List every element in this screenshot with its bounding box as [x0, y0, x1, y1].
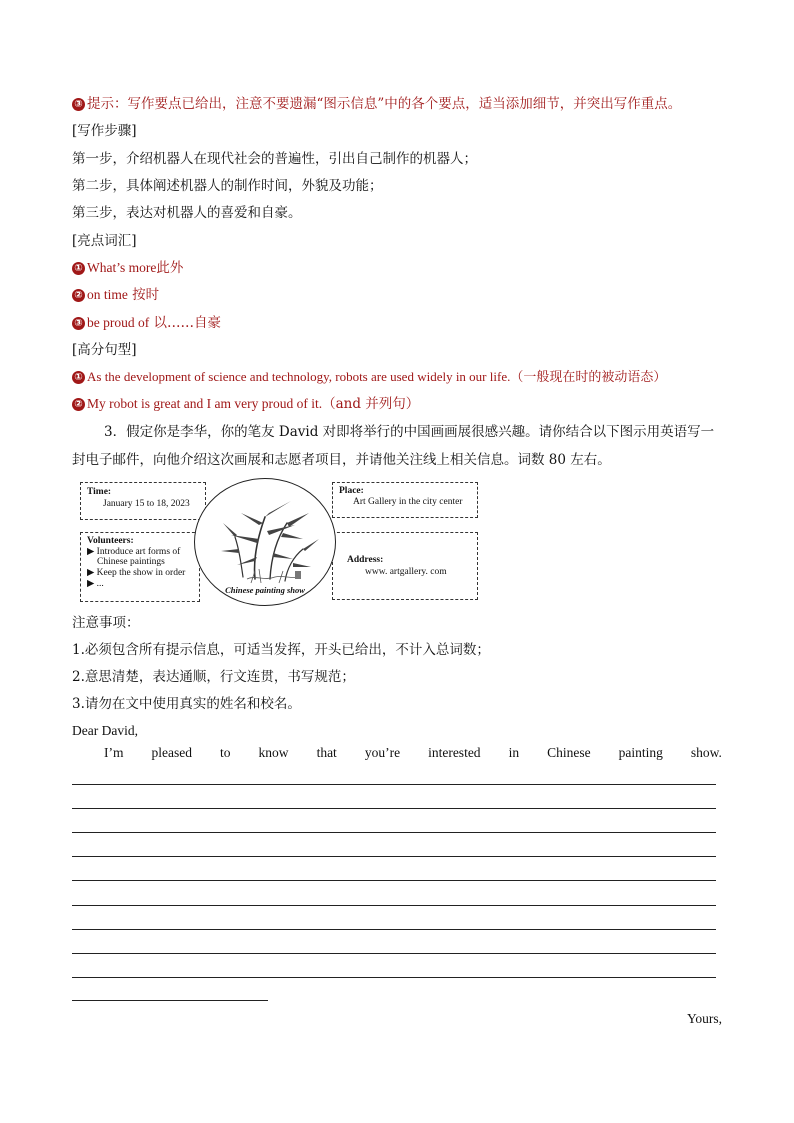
circled-number: ③ — [72, 98, 85, 111]
step-1: 第一步，介绍机器人在现代社会的普遍性，引出自己制作的机器人； — [72, 151, 477, 167]
letter-greeting: Dear David, — [72, 723, 138, 738]
address-value: www. artgallery. com — [365, 567, 447, 577]
sentence-1: ① As the development of science and technology, robots are used widely in our life.（一般现在时的被动语态） — [72, 368, 666, 387]
notes-heading: 注意事项： — [72, 615, 140, 631]
volunteers-box — [80, 532, 200, 602]
event-diagram — [80, 478, 480, 606]
volunteer-item: Chinese paintings — [97, 557, 165, 567]
writing-line[interactable] — [72, 929, 716, 930]
task-line-1: 3．假定你是李华，你的笔友 David 对即将举行的中国画画展很感兴趣。请你结合以下图示用英语写一 — [104, 424, 715, 440]
circled-number: ③ — [72, 317, 85, 330]
letter-closing: Yours, — [686, 1011, 722, 1026]
sentence-2: ② My robot is great and I am very proud of it.（and 并列句） — [72, 395, 419, 413]
painting-circle — [194, 478, 336, 606]
writing-line[interactable] — [72, 784, 716, 785]
writing-line[interactable] — [72, 832, 716, 833]
place-value: Art Gallery in the city center — [353, 497, 463, 507]
volunteers-title: Volunteers: — [87, 536, 134, 546]
address-title: Address: — [347, 555, 384, 565]
place-title: Place: — [339, 486, 364, 496]
writing-line[interactable] — [72, 905, 716, 906]
volunteer-item: ▶ ... — [87, 579, 104, 589]
writing-line[interactable] — [72, 856, 716, 857]
time-box — [80, 482, 206, 520]
writing-line[interactable] — [72, 953, 716, 954]
steps-heading: [写作步骤] — [72, 123, 137, 139]
letter-first-line: I’m pleased to know that you’re interested in Chinese painting show. — [104, 745, 722, 760]
step-2: 第二步，具体阐述机器人的制作时间，外貌及功能； — [72, 178, 383, 194]
vocab-heading: [亮点词汇] — [72, 233, 137, 249]
writing-line[interactable] — [72, 977, 716, 978]
circled-number: ① — [72, 262, 85, 275]
writing-line[interactable] — [72, 880, 716, 881]
vocab-item-2: ② on time 按时 — [72, 286, 159, 304]
writing-line[interactable] — [72, 808, 716, 809]
note-1: 1.必须包含所有提示信息，可适当发挥，开头已给出，不计入总词数； — [72, 642, 490, 658]
writing-line[interactable] — [72, 1000, 268, 1001]
address-box — [332, 532, 478, 600]
volunteer-item: ▶ Keep the show in order — [87, 568, 186, 578]
circled-number: ② — [72, 398, 85, 411]
circled-number: ② — [72, 289, 85, 302]
circle-caption: Chinese painting show — [225, 585, 305, 595]
time-title: Time: — [87, 487, 112, 497]
vocab-item-3: ③ be proud of 以……自豪 — [72, 314, 221, 332]
time-value: January 15 to 18, 2023 — [103, 499, 190, 509]
step-3: 第三步，表达对机器人的喜爱和自豪。 — [72, 205, 302, 221]
note-3: 3.请勿在文中使用真实的姓名和校名。 — [72, 696, 301, 712]
tip-3: ③ 提示：写作要点已给出，注意不要遗漏“图示信息”中的各个要点，适当添加细节，并突出写作重点。 — [72, 95, 681, 113]
volunteer-item: ▶ Introduce art forms of — [87, 547, 181, 557]
place-box — [332, 482, 478, 518]
circled-number: ① — [72, 371, 85, 384]
sentences-heading: [高分句型] — [72, 342, 137, 358]
task-line-2: 封电子邮件，向他介绍这次画展和志愿者项目，并请他关注线上相关信息。词数 80 左右。 — [72, 452, 611, 468]
note-2: 2.意思清楚，表达通顺，行文连贯，书写规范； — [72, 669, 355, 685]
vocab-item-1: ① What’s more此外 — [72, 259, 183, 277]
